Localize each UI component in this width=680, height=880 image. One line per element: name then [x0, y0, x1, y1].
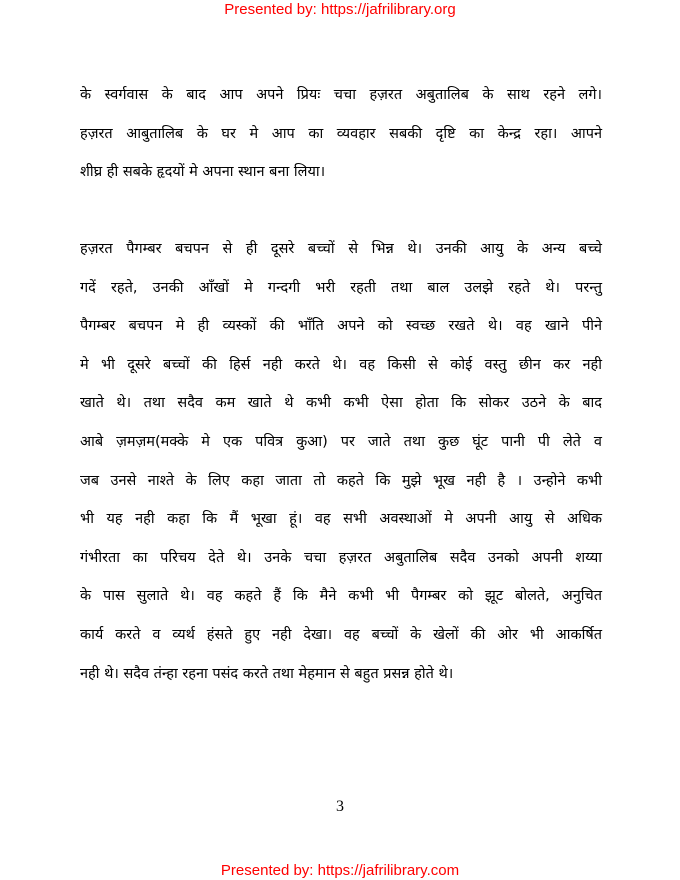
watermark-top: Presented by: https://jafrilibrary.org	[224, 1, 456, 18]
text-line: के पास सुलाते थे। वह कहते हैं कि मैने कभी भी पैगम्बर को झूट बोलते, अनुचित	[80, 588, 602, 605]
paragraph-1	[80, 76, 602, 192]
text-line: शीघ्र ही सबके हृदयों मे अपना स्थान बना लिया।	[80, 164, 326, 181]
text-line: जब उनसे नाश्ते के लिए कहा जाता तो कहते कि मुझे भूख नही है । उन्होने कभी	[80, 472, 602, 489]
text-line: हज़रत आबुतालिब के घर मे आप का व्यवहार सबकी दृष्टि का केन्द्र रहा। आपने	[80, 125, 602, 142]
text-line: आबे ज़मज़म(मक्के मे एक पवित्र कुआ) पर जाते तथा कुछ घूंट पानी पी लेते व	[80, 433, 602, 450]
text-line: गंभीरता का परिचय देते थे। उनके चचा हज़रत अबुतालिब सदैव उनको अपनी शय्या	[80, 549, 602, 566]
text-line: हज़रत पैगम्बर बचपन से ही दूसरे बच्चों से भिन्न थे। उनकी आयु के अन्य बच्चे	[80, 241, 602, 257]
paragraph-2	[80, 230, 602, 693]
text-line: नही थे। सदैव तंन्हा रहना पसंद करते तथा मेहमान से बहुत प्रसन्न होते थे।	[80, 665, 454, 682]
watermark-bottom: Presented by: https://jafrilibrary.com	[220, 862, 460, 879]
page-number: 3	[336, 798, 344, 815]
text-line: खाते थे। तथा सदैव कम खाते थे कभी कभी ऐसा होता कि सोकर उठने के बाद	[80, 395, 602, 412]
text-line: के स्वर्गवास के बाद आप अपने प्रियः चचा हज़रत अबुतालिब के साथ रहने लगे।	[80, 87, 602, 103]
text-line: भी यह नही कहा कि मैं भूखा हूं। वह सभी अवस्थाओं मे अपनी आयु से अधिक	[80, 511, 602, 528]
text-line: पैगम्बर बचपन मे ही व्यस्कों की भाँति अपने को स्वच्छ रखते थे। वह खाने पीने	[80, 318, 602, 335]
text-line: मे भी दूसरे बच्चों की हिर्स नही करते थे। वह किसी से कोई वस्तु छीन कर नही	[80, 356, 602, 373]
text-line: गदें रहते, उनकी आँखों मे गन्दगी भरी रहती तथा बाल उलझे रहते थे। परन्तु	[80, 279, 602, 296]
text-line: कार्य करते व व्यर्थ हंसते हुए नही देखा। वह बच्चों के खेलों की ओर भी आकर्षित	[80, 626, 602, 643]
